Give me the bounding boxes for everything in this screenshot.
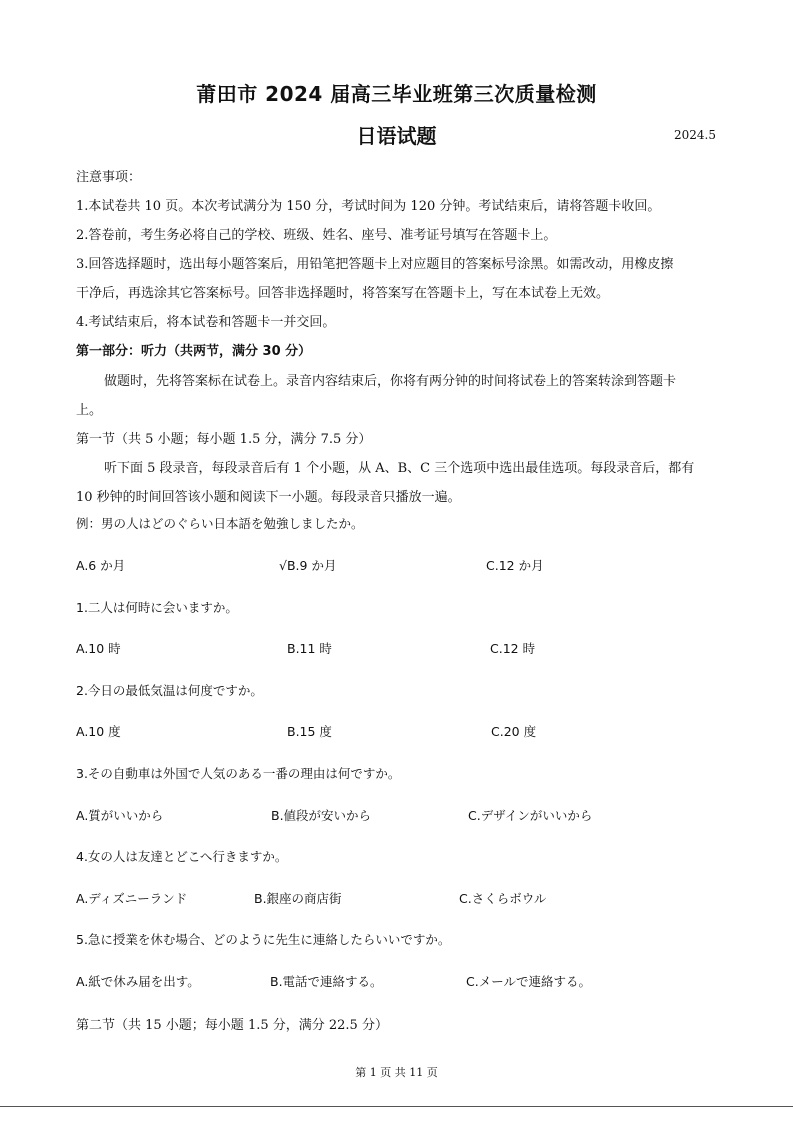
part1-intro-cont: 上。 [76, 403, 103, 418]
example-question: 例：男の人はどのぐらい日本語を勉強しましたか。 [76, 516, 364, 531]
example-option-a: A.6 か月 [76, 558, 126, 573]
question-3-option-b: B.値段が安いから [271, 808, 372, 823]
part1-intro: 做题时，先将答案标在试卷上。录音内容结束后，你将有两分钟的时间将试卷上的答案转涂到答题卡 [104, 374, 677, 389]
question-4-option-b: B.銀座の商店街 [254, 891, 342, 906]
note-item: 3.回答选择题时，选出每小题答案后，用铅笔把答题卡上对应题目的答案标号涂黑。如需改动，用橡皮擦 [76, 257, 674, 272]
question-4-option-a: A.ディズニーランド [76, 891, 188, 906]
example-option-c: C.12 か月 [486, 558, 544, 573]
part1-heading: 第一部分：听力（共两节，满分 30 分） [76, 344, 312, 359]
section1-heading: 第一节（共 5 小题；每小题 1.5 分，满分 7.5 分） [76, 432, 372, 447]
question-4: 4.女の人は友達とどこへ行きますか。 [76, 849, 288, 864]
question-1: 1.二人は何時に会いますか。 [76, 600, 238, 615]
question-4-option-c: C.さくらボウル [459, 891, 547, 906]
question-1-option-b: B.11 時 [287, 641, 332, 656]
example-option-b: √B.9 か月 [279, 558, 337, 573]
section2-heading: 第二节（共 15 小题；每小题 1.5 分，满分 22.5 分） [76, 1018, 388, 1033]
question-2: 2.今日の最低気温は何度ですか。 [76, 683, 263, 698]
note-item: 2.答卷前，考生务必将自己的学校、班级、姓名、座号、准考证号填写在答题卡上。 [76, 228, 557, 243]
question-3-option-a: A.質がいいから [76, 808, 164, 823]
note-item: 4.考试结束后，将本试卷和答题卡一并交回。 [76, 315, 336, 330]
question-5-option-c: C.メールで連絡する。 [466, 974, 591, 989]
exam-date: 2024.5 [674, 128, 716, 142]
question-2-option-c: C.20 度 [491, 724, 537, 739]
question-2-option-a: A.10 度 [76, 724, 121, 739]
document-title: 莆田市 2024 届高三毕业班第三次质量检测 [196, 82, 597, 106]
question-1-option-c: C.12 時 [490, 641, 536, 656]
question-3: 3.その自動車は外国で人気のある一番の理由は何ですか。 [76, 766, 401, 781]
subject-title: 日语试题 [356, 124, 437, 148]
notes-heading: 注意事项： [76, 170, 142, 185]
question-5-option-b: B.電話で連絡する。 [270, 974, 383, 989]
note-item: 干净后，再选涂其它答案标号。回答非选择题时，将答案写在答题卡上，写在本试卷上无效。 [76, 286, 610, 301]
section1-instructions: 听下面 5 段录音，每段录音后有 1 个小题，从 A、B、C 三个选项中选出最佳选项。每段录音后，都有 [104, 461, 695, 476]
question-2-option-b: B.15 度 [287, 724, 332, 739]
page-bottom-rule [0, 1106, 793, 1107]
section1-instructions-cont: 10 秒钟的时间回答该小题和阅读下一小题。每段录音只播放一遍。 [76, 490, 461, 505]
question-3-option-c: C.デザインがいいから [468, 808, 593, 823]
question-5-option-a: A.紙で休み届を出す。 [76, 974, 200, 989]
question-1-option-a: A.10 時 [76, 641, 121, 656]
note-item: 1.本试卷共 10 页。本次考试满分为 150 分，考试时间为 120 分钟。考试结束后，请将答题卡收回。 [76, 199, 661, 214]
question-5: 5.急に授業を休む場合、どのように先生に連絡したらいいですか。 [76, 932, 451, 947]
page-number: 第 1 页 共 11 页 [355, 1066, 438, 1079]
